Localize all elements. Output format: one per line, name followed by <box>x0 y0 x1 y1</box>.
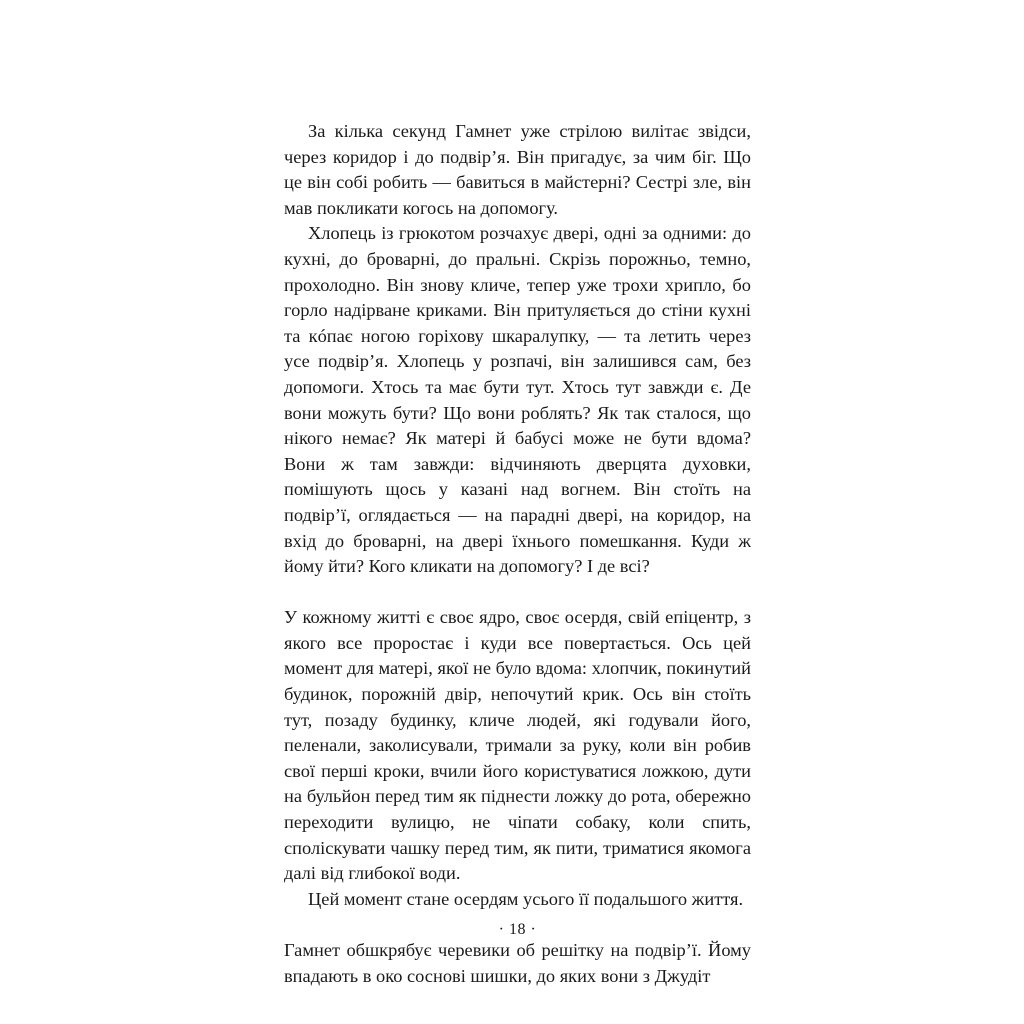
page-number: · 18 · <box>498 921 537 938</box>
paragraph-4: Цей момент стане осердям усього її подальшого життя. <box>308 888 744 909</box>
text-block <box>284 119 751 989</box>
paragraph-3: У кожному житті є своє ядро, своє осердя, свій епіцентр, з якого все проростає і куди все повертається. Ось цей момент для матері, якої не було вдома: хлопчик, покинутий будинок, порожній двір, непочутий крик. Ось він стоїть тут, позаду будинку, кличе людей, які годували його, пеленали, заколисували, тримали за руку, коли він робив свої перші кроки, вчили його користуватися ложкою, дути на бульйон перед тим як піднести ложку до рота, обережно переходити вулицю, не чіпати собаку, коли спить, споліскувати чашку перед тим, як пити, триматися якомога далі від глибокої води. <box>284 607 751 884</box>
paragraph-1: За кілька секунд Гамнет уже стрілою вилітає звідси, через коридор і до подвір’я. Він пригадує, за чим біг. Що це він собі робить — бавиться в майстерні? Сестрі зле, він мав покликати когось на допомогу. <box>284 121 751 218</box>
paragraph-5: Гамнет обшкрябує черевики об решітку на подвір’ї. Йому впадають в око соснові шишки, до яких вони з Джудіт <box>284 940 751 986</box>
paragraph-2: Хлопець із грюкотом розчахує двері, одні за одними: до кухні, до броварні, до пральні. Скрізь порожньо, темно, прохолодно. Він знову кличе, тепер уже трохи хрипло, бо горло надірване криками. Він притуляється до стіни кухні та кóпає ногою горіхову шкаралупку, — та летить через усе подвір’я. Хлопець у розпачі, він залишився сам, без допомоги. Хтось та має бути тут. Хтось тут завжди є. Де вони можуть бути? Що вони роблять? Як так сталося, що нікого немає? Як матері й бабусі може не бути вдома? Вони ж там завжди: відчиняють дверцята духовки, помішують щось у казані над вогнем. Він стоїть на подвір’ї, оглядається — на парадні двері, на коридор, на вхід до броварні, на двері їхнього помешкання. Куди ж йому йти? Кого кликати на допомогу? І де всі? <box>284 223 751 577</box>
